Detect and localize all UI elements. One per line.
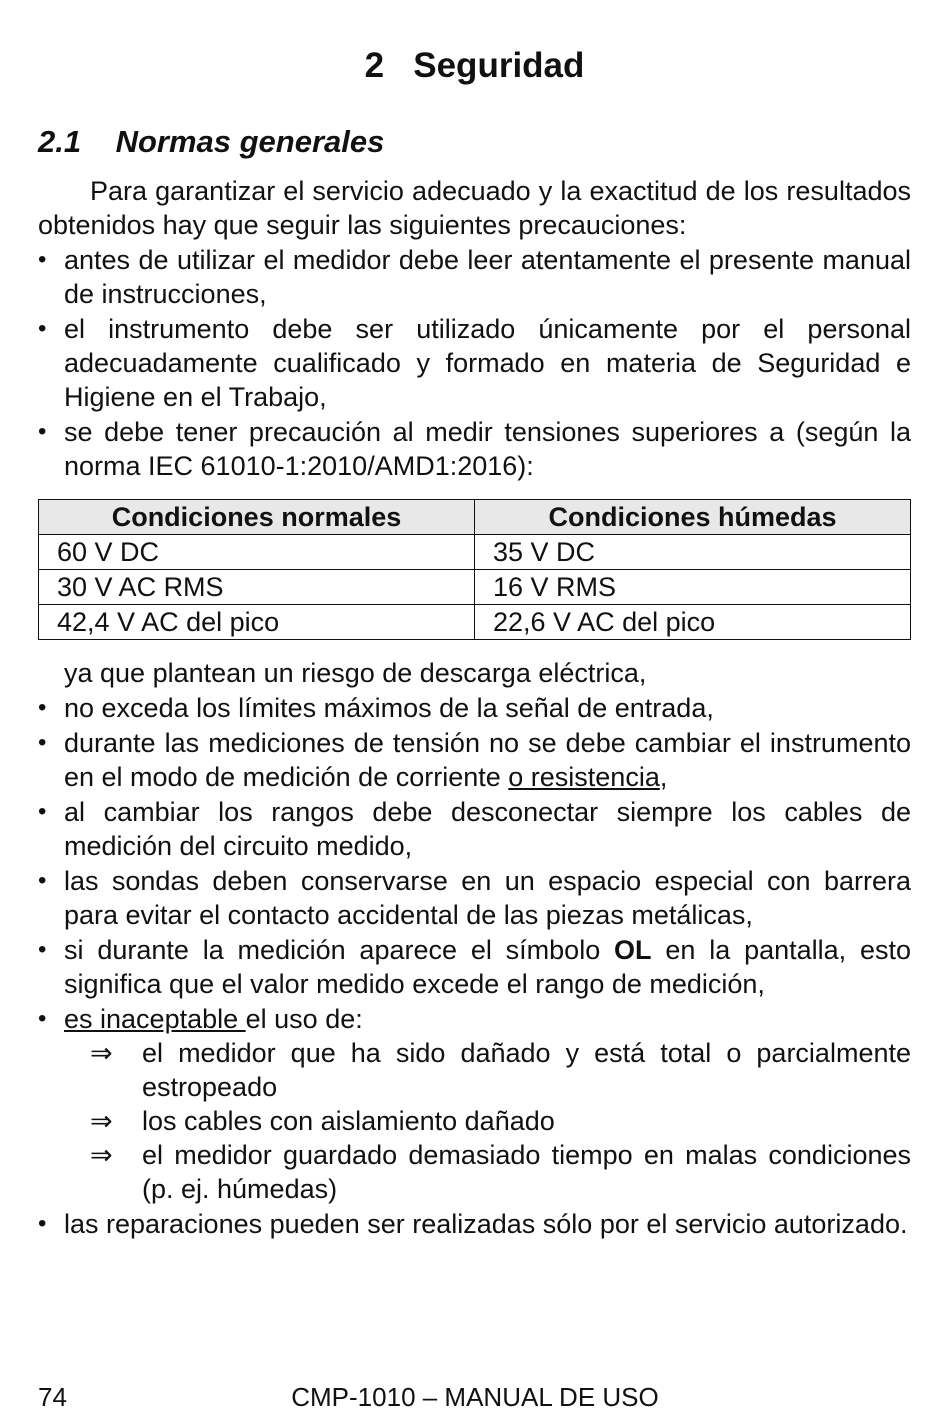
chapter-heading: [38, 46, 911, 86]
list-item: • antes de utilizar el medidor debe leer atentamente el presente manual de instrucciones,: [38, 245, 911, 309]
table-cell: 42,4 V AC del pico: [39, 605, 475, 640]
arrow-icon: ⇒: [90, 1106, 113, 1136]
intro-paragraph: Para garantizar el servicio adecuado y la exactitud de los resultados obtenidos hay que seguir las siguientes precauciones:: [38, 176, 911, 240]
table-row: [39, 535, 911, 570]
table-header-humid: Condiciones húmedas: [475, 500, 911, 535]
list-item: • las reparaciones pueden ser realizadas sólo por el servicio autorizado.: [38, 1209, 908, 1239]
table-cell: 35 V DC: [475, 535, 911, 570]
table-cell: 60 V DC: [39, 535, 475, 570]
list-item: • se debe tener precaución al medir tensiones superiores a (según la norma IEC 61010-1:2010/AMD1:2016):: [38, 417, 911, 481]
table-header-normal: Condiciones normales: [39, 500, 475, 535]
list-item: • al cambiar los rangos debe desconectar siempre los cables de medición del circuito medido,: [38, 797, 911, 861]
bullet-icon: •: [38, 1005, 47, 1032]
arrow-icon: ⇒: [90, 1038, 113, 1068]
bullet-icon: •: [38, 315, 47, 342]
list-item: • las sondas deben conservarse en un espacio especial con barrera para evitar el contacto accidental de las piezas metálicas,: [38, 866, 911, 930]
after-table-text: ya que plantean un riesgo de descarga eléctrica,: [64, 658, 647, 688]
table-header-row: [39, 500, 911, 535]
page-number: 74: [38, 1382, 67, 1412]
bullet-icon: •: [38, 798, 47, 825]
bullet-icon: •: [38, 418, 47, 445]
list-item: • el instrumento debe ser utilizado únicamente por el personal adecuadamente cualificado y formado en materia de Seguridad e Higiene en el Trabajo,: [38, 314, 911, 412]
bullet-icon: •: [38, 729, 47, 756]
list-item: • no exceda los límites máximos de la señal de entrada,: [38, 693, 714, 723]
list-item: • es inaceptable el uso de:: [38, 1004, 363, 1034]
precautions-list-2: [38, 691, 911, 1036]
section-number: 2.1: [38, 124, 82, 159]
section-title: Normas generales: [115, 124, 385, 159]
unacceptable-use-list: [38, 1036, 911, 1206]
bullet-icon: •: [38, 867, 47, 894]
chapter-title: Seguridad: [413, 46, 585, 85]
list-item: • durante las mediciones de tensión no se debe cambiar el instrumento en el modo de medición de corriente o resistencia,: [38, 728, 911, 792]
bullet-icon: •: [38, 936, 47, 963]
chapter-number: 2: [364, 46, 385, 85]
precautions-list: [38, 243, 911, 483]
footer-title: CMP-1010 – MANUAL DE USO: [291, 1382, 659, 1412]
voltage-limits-table: [38, 499, 911, 640]
sub-list-item: ⇒ el medidor guardado demasiado tiempo en malas condiciones (p. ej. húmedas): [90, 1140, 911, 1204]
precautions-list-3: [38, 1207, 911, 1241]
ol-symbol: OL: [614, 935, 652, 965]
arrow-icon: ⇒: [90, 1140, 113, 1170]
section-body: [38, 174, 911, 1241]
section-heading: [38, 124, 384, 160]
sub-list-item: ⇒ el medidor que ha sido dañado y está total o parcialmente estropeado: [90, 1038, 911, 1102]
bullet-icon: •: [38, 694, 47, 721]
list-item: • si durante la medición aparece el símbolo OL en la pantalla, esto significa que el valor medido excede el rango de medición,: [38, 935, 912, 999]
table-row: [39, 570, 911, 605]
table-cell: 22,6 V AC del pico: [475, 605, 911, 640]
table-cell: 16 V RMS: [475, 570, 911, 605]
table-row: [39, 605, 911, 640]
bullet-icon: •: [38, 1210, 47, 1237]
sub-list-item: ⇒ los cables con aislamiento dañado: [90, 1106, 555, 1136]
table-cell: 30 V AC RMS: [39, 570, 475, 605]
bullet-icon: •: [38, 246, 47, 273]
